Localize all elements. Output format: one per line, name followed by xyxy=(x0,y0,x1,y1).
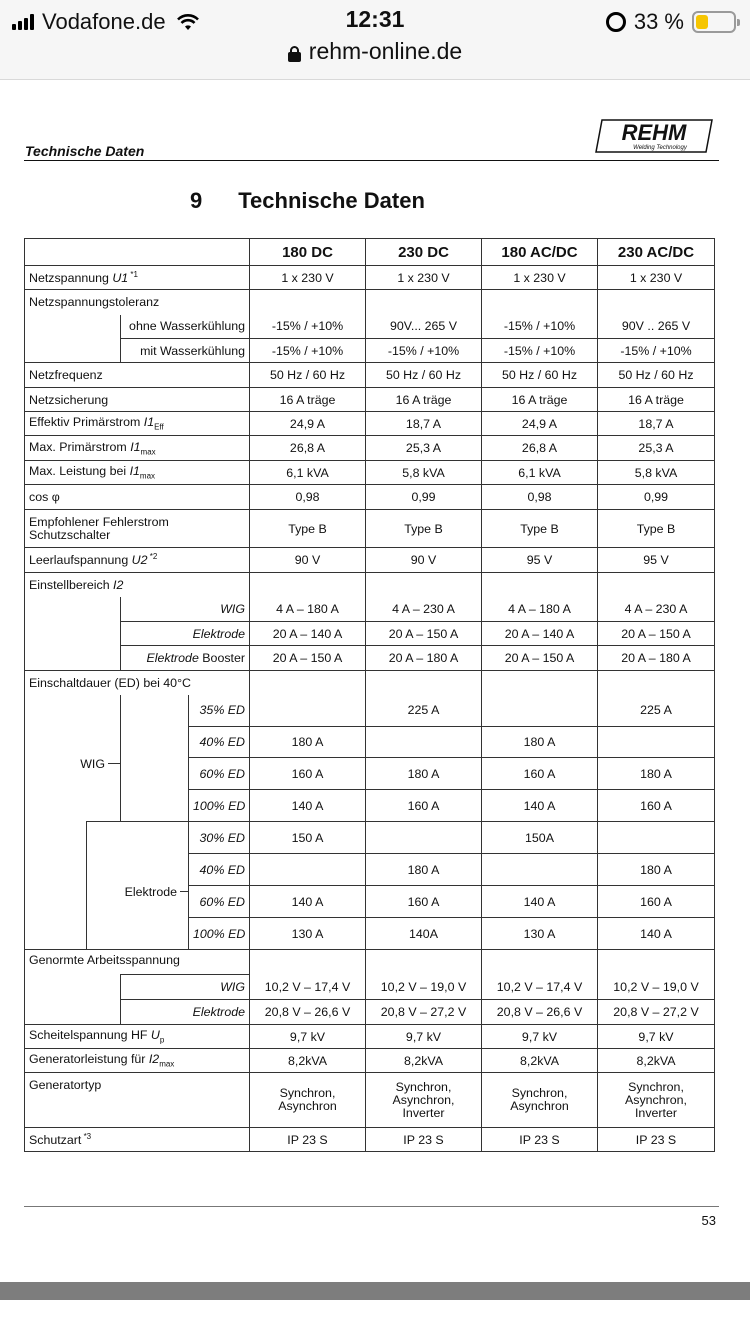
cell: 160 A xyxy=(598,886,715,918)
spacer-cell xyxy=(25,622,121,646)
spacer-cell xyxy=(25,315,121,339)
column-header: 230 AC/DC xyxy=(598,239,715,266)
cell: 130 A xyxy=(482,918,598,950)
group-label: WIG xyxy=(80,756,105,771)
spacer-cell xyxy=(121,727,189,758)
cell: 20 A – 150 A xyxy=(366,622,482,646)
cell: 20 A – 150 A xyxy=(482,646,598,671)
row-label: Empfohlener Fehlerstrom Schutzschalter xyxy=(25,510,250,548)
cell: 90 V xyxy=(366,548,482,573)
cell: 16 A träge xyxy=(366,388,482,412)
cell: Type B xyxy=(366,510,482,548)
row-label: Netzspannungstoleranz xyxy=(25,290,250,315)
url-bar[interactable] xyxy=(0,38,750,65)
bottom-toolbar-edge xyxy=(0,1282,750,1300)
section-heading xyxy=(190,188,425,214)
cell: 95 V xyxy=(482,548,598,573)
cell xyxy=(250,950,366,975)
cell xyxy=(598,671,715,695)
section-title: Technische Daten xyxy=(238,188,425,213)
cell: 150 A xyxy=(250,822,366,854)
table-row xyxy=(25,436,715,461)
cell: 95 V xyxy=(598,548,715,573)
table-row xyxy=(25,790,715,822)
cell xyxy=(482,695,598,727)
cell: IP 23 S xyxy=(366,1128,482,1152)
cell: 20,8 V – 27,2 V xyxy=(598,1000,715,1025)
cell: 180 A xyxy=(598,758,715,790)
spacer-cell xyxy=(25,597,121,622)
row-label: 100% ED xyxy=(189,918,250,950)
spacer-cell xyxy=(25,646,121,671)
table-row xyxy=(25,950,715,975)
cell xyxy=(598,290,715,315)
table-row xyxy=(25,622,715,646)
cell: 16 A träge xyxy=(482,388,598,412)
status-right xyxy=(606,8,736,36)
cell: 160 A xyxy=(482,758,598,790)
cell: 9,7 kV xyxy=(482,1025,598,1049)
table-header-row xyxy=(25,239,715,266)
cell: -15% / +10% xyxy=(598,339,715,363)
cell: 10,2 V – 17,4 V xyxy=(482,975,598,1000)
row-label: Elektrode Booster xyxy=(121,646,250,671)
group-connector xyxy=(180,891,188,892)
cell: -15% / +10% xyxy=(366,339,482,363)
cell xyxy=(366,822,482,854)
column-header: 230 DC xyxy=(366,239,482,266)
group-label: Elektrode xyxy=(124,884,177,899)
row-label: 60% ED xyxy=(189,758,250,790)
cell: 20 A – 150 A xyxy=(250,646,366,671)
cell: 9,7 kV xyxy=(250,1025,366,1049)
footer-rule xyxy=(24,1206,719,1207)
cell xyxy=(366,573,482,597)
cell: 9,7 kV xyxy=(598,1025,715,1049)
cell: 160 A xyxy=(366,790,482,822)
cell: 160 A xyxy=(250,758,366,790)
cell xyxy=(598,950,715,975)
cell: 4 A – 230 A xyxy=(598,597,715,622)
cell: 140 A xyxy=(250,790,366,822)
cell xyxy=(598,822,715,854)
cell: 130 A xyxy=(250,918,366,950)
cell: 140 A xyxy=(250,886,366,918)
cell xyxy=(482,950,598,975)
cell: 180 A xyxy=(366,854,482,886)
cell xyxy=(366,290,482,315)
group-label-cell xyxy=(25,695,121,822)
cell: IP 23 S xyxy=(598,1128,715,1152)
table-row xyxy=(25,461,715,485)
cell xyxy=(366,671,482,695)
cell xyxy=(366,727,482,758)
row-label: Schutzart $^{*3}$ xyxy=(25,1128,250,1152)
cell: 180 A xyxy=(250,727,366,758)
cell: -15% / +10% xyxy=(250,315,366,339)
table-row xyxy=(25,266,715,290)
cell: 4 A – 180 A xyxy=(482,597,598,622)
row-label: 40% ED xyxy=(189,854,250,886)
cell: 8,2kVA xyxy=(598,1049,715,1073)
row-label: WIG xyxy=(121,597,250,622)
table-row xyxy=(25,671,715,695)
cell: 140 A xyxy=(482,886,598,918)
cell: 20 A – 180 A xyxy=(598,646,715,671)
spacer-cell xyxy=(121,758,189,790)
rehm-logo xyxy=(594,116,714,156)
table-row xyxy=(25,822,715,854)
cell: 160 A xyxy=(366,886,482,918)
row-label: Generatortyp xyxy=(25,1073,250,1128)
cell xyxy=(482,573,598,597)
table-row xyxy=(25,388,715,412)
table-row xyxy=(25,339,715,363)
cell xyxy=(250,695,366,727)
cell: 90 V xyxy=(250,548,366,573)
cell: Synchron, Asynchron, Inverter xyxy=(366,1073,482,1128)
table-row xyxy=(25,695,715,727)
cell: -15% / +10% xyxy=(482,315,598,339)
row-label: Einstellbereich I2 xyxy=(25,573,250,597)
cell xyxy=(482,854,598,886)
cell: 1 x 230 V xyxy=(482,266,598,290)
row-label: Effektiv Primärstrom $I1_{Eff}$ xyxy=(25,412,250,436)
cell: Type B xyxy=(598,510,715,548)
row-label: Max. Primärstrom $I1_{max}$ xyxy=(25,436,250,461)
section-number: 9 xyxy=(190,188,203,213)
cell: 1 x 230 V xyxy=(366,266,482,290)
cell xyxy=(250,671,366,695)
column-header: 180 AC/DC xyxy=(482,239,598,266)
group-connector xyxy=(108,763,120,764)
cell: 90V .. 265 V xyxy=(598,315,715,339)
cell: 18,7 A xyxy=(366,412,482,436)
table-row xyxy=(25,412,715,436)
cell: 0,99 xyxy=(366,485,482,510)
cell: 150A xyxy=(482,822,598,854)
cell: 6,1 kVA xyxy=(250,461,366,485)
svg-text:REHM: REHM xyxy=(621,120,687,145)
cell xyxy=(482,671,598,695)
table-row xyxy=(25,1025,715,1049)
cell: 225 A xyxy=(366,695,482,727)
battery-icon xyxy=(692,11,736,33)
cell: 20 A – 150 A xyxy=(598,622,715,646)
cell: 4 A – 230 A xyxy=(366,597,482,622)
cell: 9,7 kV xyxy=(366,1025,482,1049)
cell xyxy=(366,950,482,975)
cell: Synchron, Asynchron xyxy=(250,1073,366,1128)
table-row xyxy=(25,1049,715,1073)
table-row xyxy=(25,290,715,315)
row-label: Einschaltdauer (ED) bei 40°C xyxy=(25,671,250,695)
cell: 1 x 230 V xyxy=(250,266,366,290)
cell: 20,8 V – 27,2 V xyxy=(366,1000,482,1025)
table-row xyxy=(25,315,715,339)
cell: 18,7 A xyxy=(598,412,715,436)
cell: 16 A träge xyxy=(250,388,366,412)
table-row xyxy=(25,1073,715,1128)
battery-percent: 33 % xyxy=(633,9,684,34)
row-label: 40% ED xyxy=(189,727,250,758)
cell: 140A xyxy=(366,918,482,950)
cell: IP 23 S xyxy=(250,1128,366,1152)
row-label: 35% ED xyxy=(189,695,250,727)
spacer-cell xyxy=(25,918,87,950)
cell: 90V... 265 V xyxy=(366,315,482,339)
cell: 50 Hz / 60 Hz xyxy=(482,363,598,388)
table-row xyxy=(25,485,715,510)
cell: 140 A xyxy=(482,790,598,822)
row-label: Genormte Arbeitsspannung xyxy=(25,950,250,975)
row-label: 60% ED xyxy=(189,886,250,918)
cell: 225 A xyxy=(598,695,715,727)
cell xyxy=(250,573,366,597)
cell: Synchron, Asynchron xyxy=(482,1073,598,1128)
cell: 5,8 kVA xyxy=(598,461,715,485)
spacer-cell xyxy=(25,822,87,854)
cell xyxy=(250,290,366,315)
row-label: ohne Wasserkühlung xyxy=(121,315,250,339)
row-label: Netzfrequenz xyxy=(25,363,250,388)
lock-icon xyxy=(288,46,301,62)
cell: IP 23 S xyxy=(482,1128,598,1152)
table-row xyxy=(25,510,715,548)
row-label: Scheitelspannung HF $U_p$ xyxy=(25,1025,250,1049)
row-label: Leerlaufspannung U2 $^{*2}$ xyxy=(25,548,250,573)
alarm-icon xyxy=(606,12,626,32)
table-row xyxy=(25,758,715,790)
group-label-cell xyxy=(87,822,189,950)
table-row xyxy=(25,363,715,388)
cell: 20 A – 180 A xyxy=(366,646,482,671)
cell: 10,2 V – 19,0 V xyxy=(598,975,715,1000)
row-label: Generatorleistung für $I2_{max}$ xyxy=(25,1049,250,1073)
svg-text:Welding Technology: Welding Technology xyxy=(633,145,687,151)
cell: 0,98 xyxy=(482,485,598,510)
cell: 8,2kVA xyxy=(250,1049,366,1073)
cell: 140 A xyxy=(598,918,715,950)
cell: -15% / +10% xyxy=(482,339,598,363)
cell: 50 Hz / 60 Hz xyxy=(366,363,482,388)
cell: 50 Hz / 60 Hz xyxy=(250,363,366,388)
cell: 20,8 V – 26,6 V xyxy=(250,1000,366,1025)
cell: 180 A xyxy=(366,758,482,790)
cell: 24,9 A xyxy=(482,412,598,436)
cell xyxy=(250,854,366,886)
cell: 4 A – 180 A xyxy=(250,597,366,622)
row-label: 100% ED xyxy=(189,790,250,822)
header-rule xyxy=(24,160,719,161)
row-label: cos φ xyxy=(25,485,250,510)
spacer-cell xyxy=(25,339,121,363)
cell: 10,2 V – 17,4 V xyxy=(250,975,366,1000)
spacer-cell xyxy=(121,790,189,822)
cell: 24,9 A xyxy=(250,412,366,436)
spec-table xyxy=(24,238,715,1152)
table-row xyxy=(25,1128,715,1152)
status-bar xyxy=(0,0,750,80)
cell: 160 A xyxy=(598,790,715,822)
cell: 8,2kVA xyxy=(482,1049,598,1073)
spacer-cell xyxy=(25,886,87,918)
header-empty-cell xyxy=(25,239,250,266)
table-row xyxy=(25,597,715,622)
spacer-cell xyxy=(121,695,189,727)
page-number: 53 xyxy=(701,1213,716,1228)
cell: 26,8 A xyxy=(250,436,366,461)
cell xyxy=(482,290,598,315)
row-label: Netzspannung U1 $^{*1}$ xyxy=(25,266,250,290)
cell: 20,8 V – 26,6 V xyxy=(482,1000,598,1025)
table-row xyxy=(25,727,715,758)
cell: 26,8 A xyxy=(482,436,598,461)
row-label: Elektrode xyxy=(121,622,250,646)
row-label: WIG xyxy=(121,975,250,1000)
cell: -15% / +10% xyxy=(250,339,366,363)
cell: 6,1 kVA xyxy=(482,461,598,485)
cell: Type B xyxy=(482,510,598,548)
spacer-cell xyxy=(25,854,87,886)
cell: 16 A träge xyxy=(598,388,715,412)
cell: 25,3 A xyxy=(598,436,715,461)
cell: Type B xyxy=(250,510,366,548)
cell: 0,99 xyxy=(598,485,715,510)
clock: 12:31 xyxy=(345,6,405,32)
row-label: mit Wasserkühlung xyxy=(121,339,250,363)
url-text[interactable]: rehm-online.de xyxy=(308,38,463,64)
cell: 1 x 230 V xyxy=(598,266,715,290)
carrier-name: Vodafone.de xyxy=(42,9,166,34)
cell: Synchron, Asynchron, Inverter xyxy=(598,1073,715,1128)
cell: 8,2kVA xyxy=(366,1049,482,1073)
spacer-cell xyxy=(25,975,121,1000)
cell xyxy=(598,573,715,597)
cell: 180 A xyxy=(482,727,598,758)
spacer-cell xyxy=(25,1000,121,1025)
cell: 180 A xyxy=(598,854,715,886)
cell: 10,2 V – 19,0 V xyxy=(366,975,482,1000)
cell: 25,3 A xyxy=(366,436,482,461)
row-label: Elektrode xyxy=(121,1000,250,1025)
table-row xyxy=(25,646,715,671)
row-label: Netzsicherung xyxy=(25,388,250,412)
table-row xyxy=(25,975,715,1000)
cell: 20 A – 140 A xyxy=(482,622,598,646)
table-row xyxy=(25,573,715,597)
cell: 50 Hz / 60 Hz xyxy=(598,363,715,388)
cell: 20 A – 140 A xyxy=(250,622,366,646)
column-header: 180 DC xyxy=(250,239,366,266)
row-label: 30% ED xyxy=(189,822,250,854)
table-row xyxy=(25,548,715,573)
row-label: Max. Leistung bei $I1_{max}$ xyxy=(25,461,250,485)
table-row xyxy=(25,1000,715,1025)
cell: 0,98 xyxy=(250,485,366,510)
cell: 5,8 kVA xyxy=(366,461,482,485)
running-header: Technische Daten xyxy=(25,143,145,159)
cell xyxy=(598,727,715,758)
